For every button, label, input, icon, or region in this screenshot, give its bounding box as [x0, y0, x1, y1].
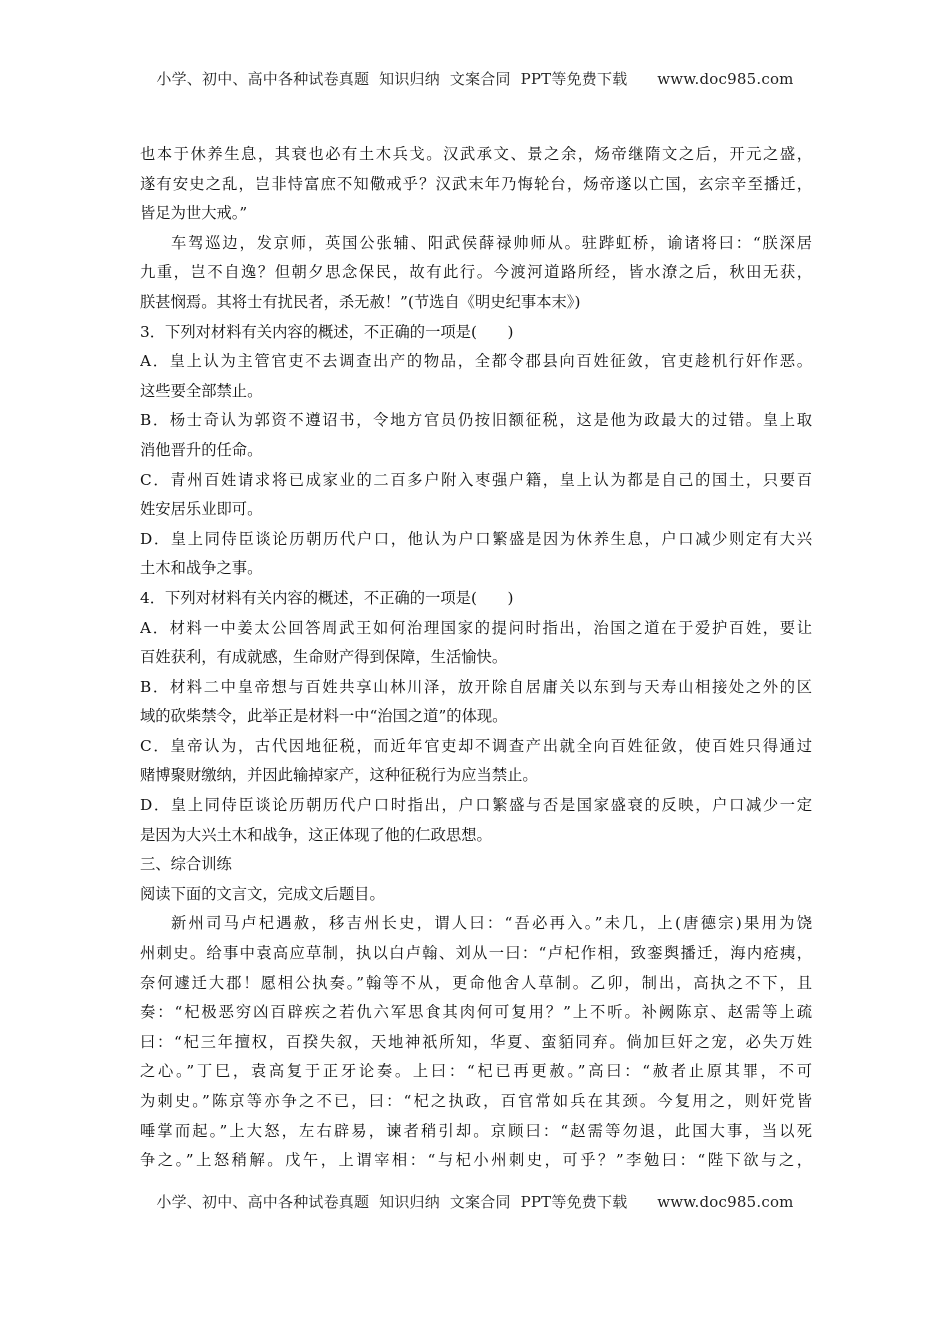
text-line: 新州司马卢杞遇赦，移吉州长史，谓人曰：“吾必再入。”未几，上(唐德宗)果用为饶 — [171, 914, 812, 933]
question-3-option-b: B．杨士奇认为郭资不遵诏书，令地方官员仍按旧额征税，这是他为政最大的过错。皇上取 — [140, 411, 812, 430]
instruction: 阅读下面的文言文，完成文后题目。 — [140, 884, 385, 903]
question-3-option-d: D．皇上同侍臣谈论历朝历代户口，他认为户口繁盛是因为休养生息，户口减少则定有大兴 — [140, 529, 812, 548]
page-content — [140, 140, 812, 1176]
question-3-option-a: A．皇上认为主管官吏不去调查出产的物品，全都令郡县向百姓征敛，官吏趁机行奸作恶。 — [140, 352, 812, 371]
text-line: 皆足为世大戒。” — [140, 204, 248, 223]
text-line: 奏：“杞极恶穷凶百辟疾之若仇六军思食其肉何可复用？”上不听。补阙陈京、赵需等上疏 — [140, 1003, 812, 1022]
text-line: 州刺史。给事中袁高应草制，执以白卢翰、刘从一曰：“卢杞作相，致銮舆播迁，海内疮痍， — [140, 944, 812, 963]
question-4-stem: 4．下列对材料有关内容的概述，不正确的一项是( ) — [140, 588, 514, 607]
text-line: 土木和战争之事。 — [140, 559, 263, 578]
text-line: 赌博聚财缴纳，并因此输掉家产，这种征税行为应当禁止。 — [140, 766, 538, 785]
question-4-option-c: C．皇帝认为，古代因地征税，而近年官吏却不调查产出就全向百姓征敛，使百姓只得通过 — [140, 736, 812, 755]
text-line: 车驾巡边，发京师，英国公张辅、阳武侯薛禄帅师从。驻跸虹桥，谕诸将曰：“朕深居 — [171, 233, 812, 252]
text-line: 这些要全部禁止。 — [140, 381, 263, 400]
text-line: 遂有安史之乱，岂非恃富庶不知儆戒乎？汉武末年乃悔轮台，炀帝遂以亡国，玄宗辛至播迁， — [140, 174, 812, 193]
text-line: 曰：“杞三年擅权，百揆失叙，天地神祇所知，华夏、蛮貊同弃。倘加巨奸之宠，必失万姓 — [140, 1032, 812, 1051]
question-4-option-a: A．材料一中姜太公回答周武王如何治理国家的提问时指出，治国之道在于爱护百姓，要让 — [140, 618, 812, 637]
text-line: 之心。”丁巳，袁高复于正牙论奏。上曰：“杞已再更赦。”高曰：“赦者止原其罪，不可 — [140, 1062, 812, 1081]
question-3-stem: 3．下列对材料有关内容的概述，不正确的一项是( ) — [140, 322, 514, 341]
question-4-option-b: B．材料二中皇帝想与百姓共享山林川泽，放开除自居庸关以东到与天寿山相接处之外的区 — [140, 677, 812, 696]
page-footer: 小学、初中、高中各种试卷真题 知识归纳 文案合同 PPT等免费下载 www.doc985.com — [156, 1193, 794, 1211]
text-line: 朕甚悯焉。其将士有扰民者，杀无赦！”(节选自《明史纪事本末》) — [140, 292, 581, 311]
text-line: 奈何遽迁大郡！愿相公执奏。”翰等不从，更命他舍人草制。乙卯，制出，高执之不下，且 — [140, 973, 812, 992]
text-line: 也本于休养生息，其衰也必有土木兵戈。汉武承文、景之余，炀帝继隋文之后，开元之盛， — [140, 145, 812, 163]
text-line: 消他晋升的任命。 — [140, 440, 263, 459]
text-line: 为刺史。”陈京等亦争之不已，曰：“杞之执政，百官常如兵在其颈。今复用之，则奸党皆 — [140, 1092, 812, 1110]
question-4-option-d: D．皇上同侍臣谈论历朝历代户口时指出，户口繁盛与否是国家盛衰的反映，户口减少一定 — [140, 796, 812, 815]
text-line: 姓安居乐业即可。 — [140, 500, 263, 519]
page-header: 小学、初中、高中各种试卷真题 知识归纳 文案合同 PPT等免费下载 www.doc985.com — [156, 70, 794, 88]
text-line: 域的砍柴禁令，此举正是材料一中“治国之道”的体现。 — [140, 707, 508, 726]
section-heading: 三、综合训练 — [140, 855, 232, 874]
question-3-option-c: C．青州百姓请求将已成家业的二百多户附入枣强户籍，皇上认为都是自己的国土，只要百 — [140, 470, 812, 489]
text-line: 九重，岂不自逸？但朝夕思念保民，故有此行。今渡河道路所经，皆水潦之后，秋田无获， — [140, 263, 812, 282]
text-line: 唾掌而起。”上大怒，左右辟易，谏者稍引却。京顾曰：“赵需等勿退，此国大事，当以死 — [140, 1121, 812, 1140]
text-line: 百姓获利，有成就感，生命财产得到保障，生活愉快。 — [140, 648, 508, 667]
text-line: 争之。”上怒稍解。戊午，上谓宰相：“与杞小州刺史，可乎？”李勉曰：“陛下欲与之， — [140, 1151, 812, 1170]
text-line: 是因为大兴土木和战争，这正体现了他的仁政思想。 — [140, 825, 492, 844]
